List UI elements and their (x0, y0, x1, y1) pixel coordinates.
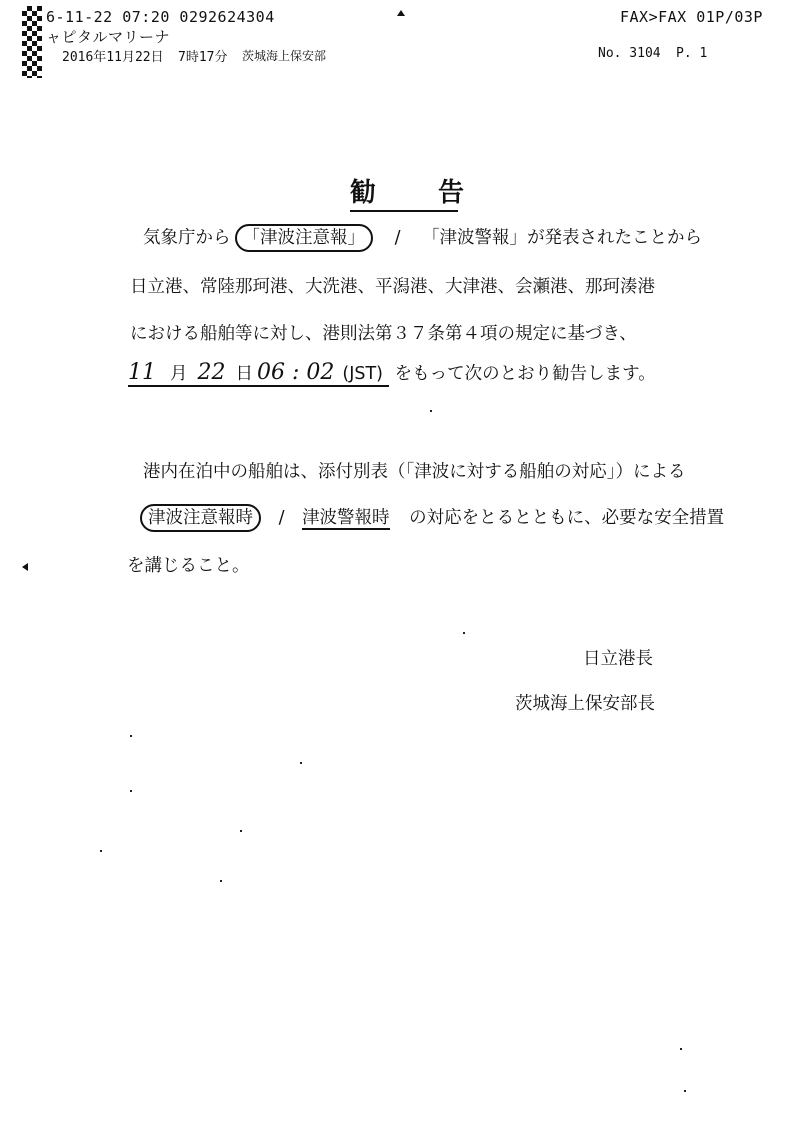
para1-line4 (128, 360, 656, 385)
signature-harbor-master: 日立港長 (583, 649, 653, 669)
para2-line1: 港内在泊中の船舶は、添付別表（「津波に対する船舶の対応」）による (143, 462, 686, 482)
document-title (350, 172, 527, 212)
scan-dot (300, 762, 302, 764)
scan-dot (130, 790, 132, 792)
fax-arrow-left-icon (22, 563, 28, 571)
fax-org: 茨城海上保安部 (242, 49, 327, 63)
signature-coast-guard-chief: 茨城海上保安部長 (515, 694, 655, 714)
day-label: 日 (235, 364, 253, 384)
para2-slash: / (278, 508, 285, 528)
para1-line4-rest: をもって次のとおり勧告します。 (394, 364, 656, 384)
scan-dot (680, 1048, 682, 1050)
para1-rest: が発表されたことから (527, 228, 703, 248)
scan-dot (684, 1090, 686, 1092)
fax-checker-mark (22, 6, 42, 78)
para2-line3: を講じること。 (127, 556, 250, 576)
fax-transmission-line: 6-11-22 07:20 0292624304 (46, 8, 275, 26)
scan-dot (100, 850, 102, 852)
para1-slash: / (394, 228, 401, 248)
scan-dot (463, 632, 465, 634)
para1-line3: における船舶等に対し、港則法第３７条第４項の規定に基づき、 (130, 324, 637, 344)
fax-page: P. 1 (676, 46, 708, 61)
scan-dot (130, 735, 132, 737)
hand-time: 06 : 02 (257, 360, 335, 385)
tsunami-warning-time-option: 津波警報時 (302, 508, 390, 528)
scan-dot (240, 830, 242, 832)
scan-dot (220, 880, 222, 882)
fax-date: 2016年11月22日 (62, 50, 164, 65)
document-title-text: 勧告 (350, 178, 527, 208)
issue-datetime-handwritten (128, 360, 389, 387)
fax-time: 7時17分 (178, 50, 228, 65)
para2-line2-rest: の対応をとるとともに、必要な安全措置 (409, 508, 725, 528)
hand-month: 11 (128, 360, 156, 385)
tsunami-advisory-circled: 「津波注意報」 (235, 224, 374, 252)
month-label: 月 (170, 364, 188, 384)
para2-line2 (140, 504, 724, 529)
fax-sender: ャピタルマリーナ (46, 28, 171, 46)
para1-line2: 日立港、常陸那珂港、大洗港、平潟港、大津港、会瀬港、那珂湊港 (130, 277, 655, 297)
para1-lead: 気象庁から (143, 228, 231, 248)
para1-line1 (143, 224, 702, 249)
timezone-label: (JST) (342, 364, 384, 384)
fax-route: FAX>FAX 01P/03P (620, 8, 763, 26)
fax-number: No. 3104 (598, 46, 661, 61)
scan-dot (430, 410, 432, 412)
tsunami-warning-option: 「津波警報」 (422, 228, 528, 248)
fax-arrow-up-icon (397, 10, 405, 16)
tsunami-advisory-time-circled: 津波注意報時 (140, 504, 261, 532)
hand-day: 22 (197, 360, 226, 385)
